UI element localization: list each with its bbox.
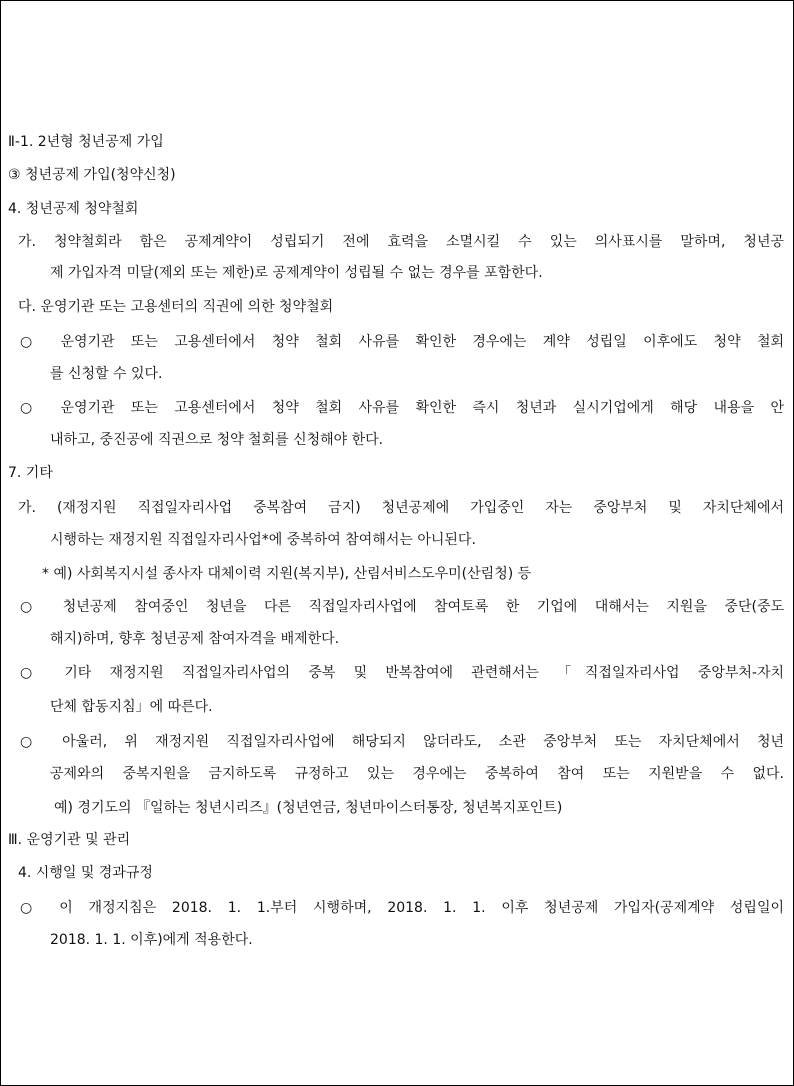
bullet-6-line-2: 2018. 1. 1. 이후)에게 적용한다.: [50, 932, 253, 948]
bullet-2-line-1: ○ 운영기관 또는 고용센터에서 청약 철회 사유를 확인한 즉시 청년과 실시기업에게 해당 내용을 안: [20, 400, 784, 416]
bullet-6-line-1: ○ 이 개정지침은 2018. 1. 1.부터 시행하며, 2018. 1. 1. 이후 청년공제 가입자(공제계약 성립일이: [20, 900, 784, 916]
bullet-4-line-1: ○ 기타 재정지원 직접일자리사업의 중복 및 반복참여에 관련해서는 「직접일자리사업 중앙부처-자치: [20, 665, 784, 681]
section-heading-ii-1: Ⅱ-1. 2년형 청년공제 가입: [8, 134, 164, 150]
bullet-2-line-2: 내하고, 중진공에 직권으로 청약 철회를 신청해야 한다.: [50, 432, 384, 448]
footnote-example: * 예) 사회복지시설 종사자 대체이력 지원(복지부), 산림서비스도우미(산림청) 등: [42, 566, 532, 582]
bullet-5-line-2: 공제와의 중복지원을 금지하도록 규정하고 있는 경우에는 중복하여 참여 또는 지원받을 수 없다.: [50, 766, 784, 782]
paragraph-ga-line-2: 제 가입자격 미달(제외 또는 제한)로 공제계약이 성립될 수 없는 경우를 포함한다.: [50, 265, 543, 281]
bullet-4-line-2: 단체 합동지침」에 따른다.: [50, 699, 213, 715]
paragraph-ga-line-1: 가. 청약철회라 함은 공제계약이 성립되기 전에 효력을 소멸시킬 수 있는 의사표시를 말하며, 청년공: [18, 234, 784, 250]
paragraph-ga2-line-1: 가. (재정지원 직접일자리사업 중복참여 금지) 청년공제에 가입중인 자는 중앙부처 및 자치단체에서: [18, 500, 784, 516]
bullet-1-line-2: 를 신청할 수 있다.: [50, 366, 163, 382]
example-gyeonggi: 예) 경기도의 『일하는 청년시리즈』(청년연금, 청년마이스터통장, 청년복지포인트): [54, 800, 563, 816]
paragraph-da-heading: 다. 운영기관 또는 고용센터의 직권에 의한 청약철회: [18, 299, 334, 315]
section-heading-iii: Ⅲ. 운영기관 및 관리: [8, 832, 131, 848]
paragraph-ga2-line-2: 시행하는 재정지원 직접일자리사업*에 중복하여 참여해서는 아니된다.: [50, 532, 476, 548]
item-heading-4b: 4. 시행일 및 경과규정: [18, 865, 153, 881]
bullet-5-line-1: ○ 아울러, 위 재정지원 직접일자리사업에 해당되지 않더라도, 소관 중앙부처 또는 자치단체에서 청년: [20, 734, 784, 750]
bullet-3-line-2: 해지)하며, 향후 청년공제 참여자격을 배제한다.: [50, 631, 340, 647]
subsection-heading-3: ③ 청년공제 가입(청약신청): [8, 167, 176, 183]
item-heading-4: 4. 청년공제 청약철회: [8, 201, 139, 217]
bullet-3-line-1: ○ 청년공제 참여중인 청년을 다른 직접일자리사업에 참여토록 한 기업에 대해서는 지원을 중단(중도: [20, 599, 784, 615]
bullet-1-line-1: ○ 운영기관 또는 고용센터에서 청약 철회 사유를 확인한 경우에는 계약 성립일 이후에도 청약 철회: [20, 334, 784, 350]
item-heading-7: 7. 기타: [8, 465, 53, 481]
